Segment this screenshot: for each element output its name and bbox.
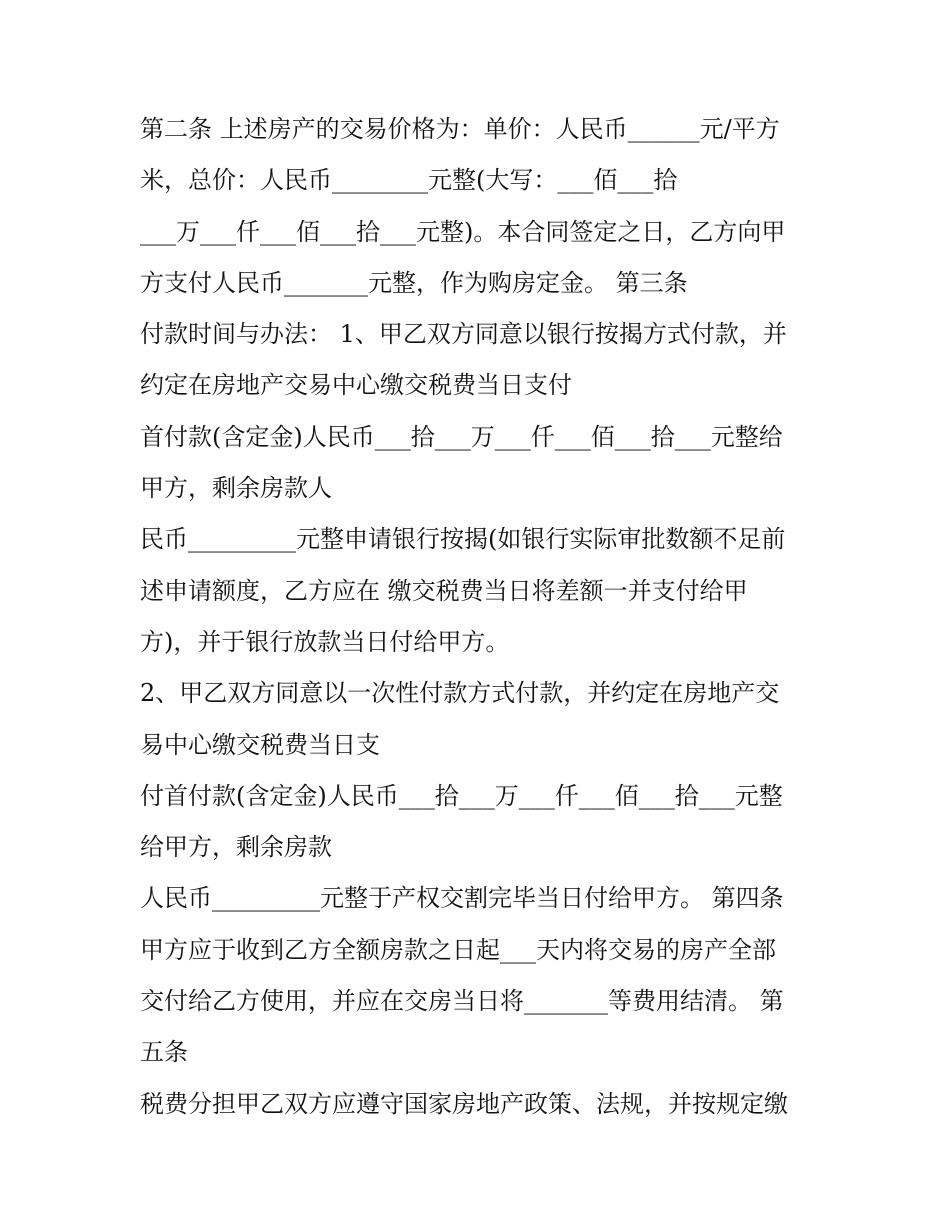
text-line: 述申请额度，乙方应在 缴交税费当日将差额一并支付给甲 [140, 576, 748, 605]
text-line: 方支付人民币_______元整，作为购房定金。 第三条 [140, 268, 688, 297]
text-line: 方)，并于银行放款当日付给甲方。 [140, 627, 510, 656]
text-line: 甲方应于收到乙方全额房款之日起___天内将交易的房产全部 [140, 935, 776, 964]
text-line: ___万___仟___佰___拾___元整)。本合同签定之日，乙方向甲 [140, 217, 786, 246]
text-line: 约定在房地产交易中心缴交税费当日支付 [140, 371, 572, 400]
text-line: 交付给乙方使用，并应在交房当日将_______等费用结清。 第 [140, 987, 784, 1016]
contract-text [140, 104, 840, 1130]
text-line: 民币_________元整申请银行按揭(如银行实际审批数额不足前 [140, 525, 786, 554]
text-line: 五条 [140, 1038, 188, 1067]
text-line: 甲方，剩余房款人 [140, 474, 332, 503]
text-line: 首付款(含定金)人民币___拾___万___仟___佰___拾___元整给 [140, 422, 783, 451]
text-line: 给甲方，剩余房款 [140, 833, 332, 862]
text-line: 人民币_________元整于产权交割完毕当日付给甲方。 第四条 [140, 884, 784, 913]
text-line: 付款时间与办法： 1、甲乙双方同意以银行按揭方式付款，并 [140, 320, 787, 349]
text-line: 米，总价：人民币________元整(大写：___佰___拾 [140, 166, 678, 195]
text-line: 第二条 上述房产的交易价格为：单价：人民币______元/平方 [140, 115, 780, 143]
text-line: 2、甲乙双方同意以一次性付款方式付款，并约定在房地产交 [140, 679, 780, 708]
text-line: 税费分担甲乙双方应遵守国家房地产政策、法规，并按规定缴 [140, 1089, 788, 1118]
text-line: 付首付款(含定金)人民币___拾___万___仟___佰___拾___元整 [140, 781, 783, 810]
text-line: 易中心缴交税费当日支 [140, 730, 380, 759]
